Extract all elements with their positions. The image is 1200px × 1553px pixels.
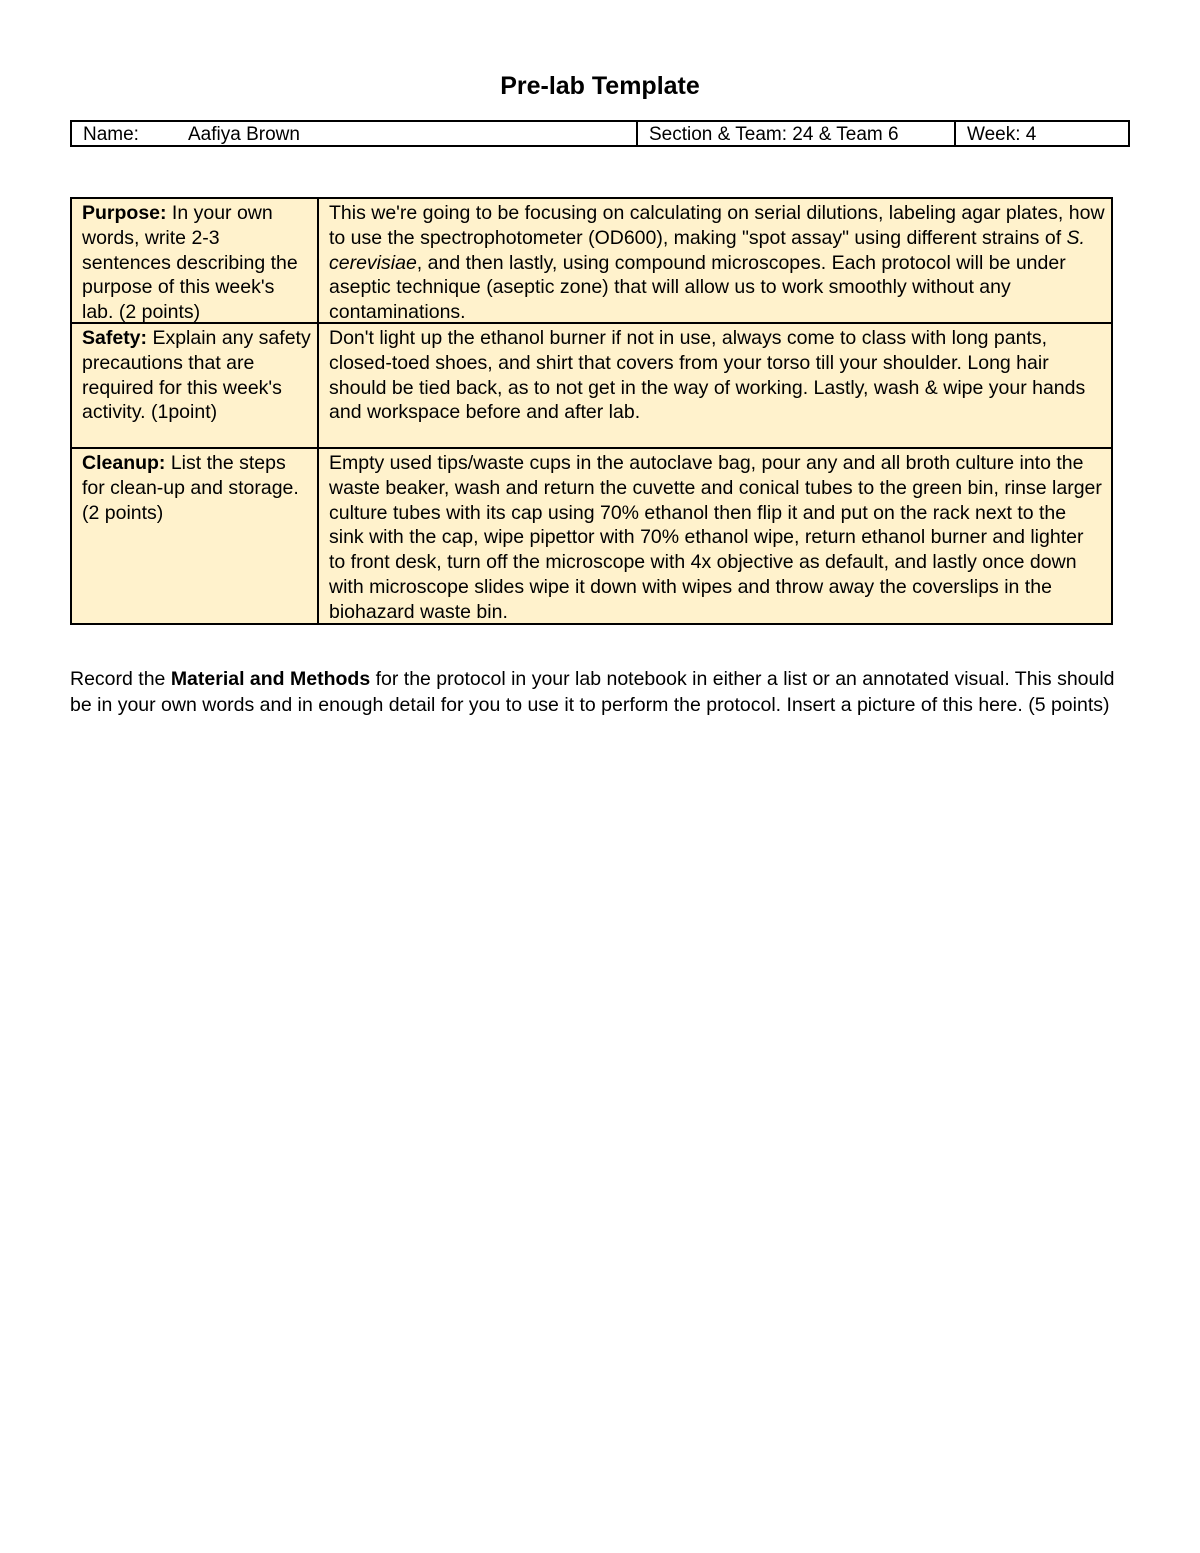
materials-methods-instructions bbox=[70, 666, 1140, 718]
week-cell[interactable] bbox=[956, 122, 1128, 145]
name-value: Aafiya Brown bbox=[188, 124, 300, 145]
page-title-text: Pre-lab Template bbox=[500, 72, 700, 100]
cleanup-row bbox=[72, 449, 1111, 623]
purpose-answer-text-end: , and then lastly, using compound microscopes. Each protocol will be under aseptic technique (aseptic zone) that will allow us to work smoothly without any contaminations. bbox=[329, 251, 1066, 322]
safety-prompt: Explain any safety precautions that are required for this week's activity. (1point) bbox=[82, 327, 311, 424]
record-text-bold: Material and Methods bbox=[170, 668, 371, 690]
record-text-start: Record the bbox=[70, 668, 171, 690]
safety-answer-cell[interactable] bbox=[319, 324, 1111, 447]
section-team-cell[interactable] bbox=[638, 122, 956, 145]
page-title bbox=[0, 72, 1200, 101]
record-text-end: for the protocol in your lab notebook in either a list or an annotated visual. This should be in your own words and in enough detail for you to use it to perform the protocol. Insert a picture of this here. (5 points) bbox=[70, 668, 1115, 716]
safety-label: Safety: bbox=[82, 327, 148, 349]
safety-row bbox=[72, 324, 1111, 449]
cleanup-prompt: List the steps for clean-up and storage. (2 points) bbox=[82, 452, 299, 524]
cleanup-answer-text: Empty used tips/waste cups in the autoclave bag, pour any and all broth culture into the waste beaker, wash and return the cuvette and conical tubes to the green bin, rinse larger culture tubes with its cap using 70% ethanol then flip it and put on the rack next to the sink with the cap, wipe pipettor with 70% ethanol wipe, return ethanol burner and lighter to front desk, turn off the microscope with 4x objective as default, and lastly once down with microscope slides wipe it down with wipes and throw away the coverslips in the biohazard waste bin. bbox=[329, 452, 1102, 623]
safety-prompt-cell bbox=[72, 324, 319, 447]
section-team-value: Section & Team: 24 & Team 6 bbox=[649, 124, 899, 145]
purpose-label: Purpose: bbox=[82, 202, 167, 224]
safety-answer-text: Don't light up the ethanol burner if not in use, always come to class with long pants, closed-toed shoes, and shirt that covers from your torso till your shoulder. Long hair should be tied back, as to not get in the way of working. Lastly, wash & wipe your hands and workspace before and after lab. bbox=[329, 327, 1086, 424]
name-label: Name: bbox=[83, 124, 139, 145]
purpose-answer-species: S. cerevisiae bbox=[329, 226, 1085, 274]
prelab-table bbox=[70, 197, 1113, 625]
purpose-answer-cell[interactable] bbox=[319, 199, 1111, 322]
header-info-table bbox=[70, 120, 1130, 147]
purpose-prompt: In your own words, write 2-3 sentences describing the purpose of this week's lab. (2 points) bbox=[82, 202, 298, 324]
purpose-prompt-cell bbox=[72, 199, 319, 322]
purpose-row bbox=[72, 199, 1111, 324]
week-value: Week: 4 bbox=[967, 124, 1037, 145]
name-cell[interactable] bbox=[72, 122, 638, 145]
cleanup-label: Cleanup: bbox=[82, 452, 166, 474]
cleanup-answer-cell[interactable] bbox=[319, 449, 1111, 623]
cleanup-prompt-cell bbox=[72, 449, 319, 623]
purpose-answer-text: This we're going to be focusing on calculating on serial dilutions, labeling agar plates, how to use the spectrophotometer (OD600), making "spot assay" using different strains of bbox=[329, 202, 1105, 249]
